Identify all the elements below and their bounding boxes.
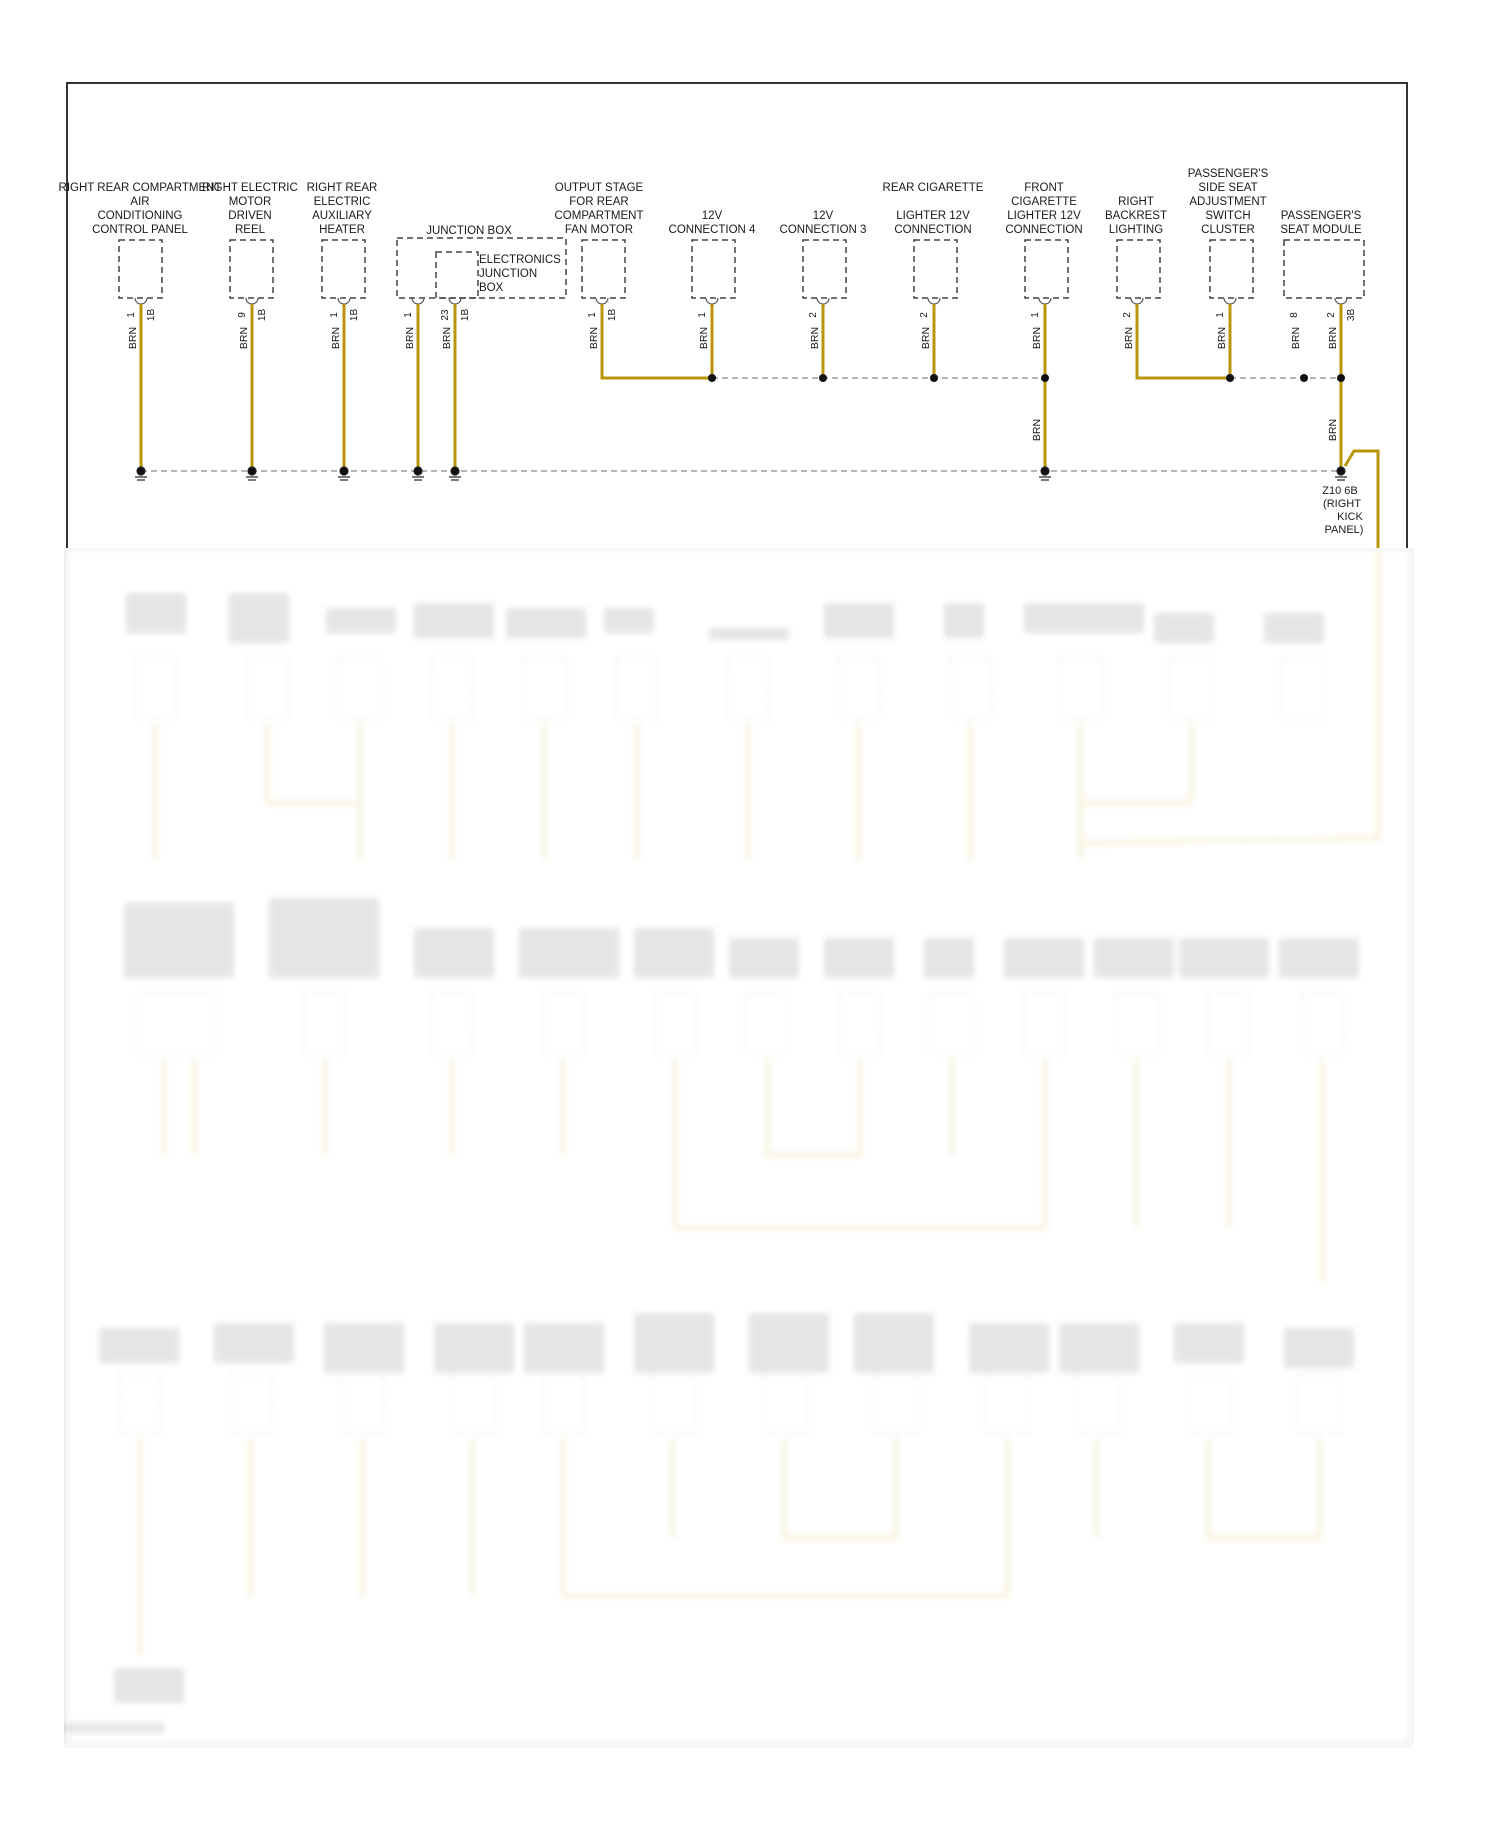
c12-pin-3: 3B — [1346, 308, 1357, 322]
c5-label-line-2: FOR REAR — [569, 196, 629, 208]
c4-label-line-1: JUNCTION BOX — [426, 225, 512, 237]
c3-label-line-3: AUXILIARY — [312, 210, 372, 222]
brn-c1: BRN — [127, 326, 139, 350]
c8-pin-1: 2 — [919, 312, 930, 318]
c2-label-line-2: MOTOR — [228, 196, 272, 208]
c9-label-line-3: LIGHTER 12V — [1007, 210, 1081, 222]
c2-pin-1: 9 — [237, 312, 248, 318]
c5-label-line-3: COMPARTMENT — [554, 210, 644, 222]
c4b-label-line-3: BOX — [479, 282, 504, 294]
component-box-c1 — [119, 240, 162, 298]
c10-pin-1: 2 — [1122, 312, 1133, 318]
c12-label-line-2: SEAT MODULE — [1280, 224, 1362, 236]
component-box-c8 — [914, 240, 957, 298]
c8-label-line-4: CONNECTION — [894, 224, 972, 236]
ground-label-line-3: KICK — [1337, 511, 1363, 523]
brn-c9: BRN — [1031, 326, 1043, 350]
c9-label-line-2: CIGARETTE — [1011, 196, 1077, 208]
c7-pin-1: 2 — [808, 312, 819, 318]
brn-c7: BRN — [809, 326, 821, 350]
c10-label-line-2: BACKREST — [1105, 210, 1167, 222]
c11-label-line-4: SWITCH — [1205, 210, 1251, 222]
brn-c10: BRN — [1123, 326, 1135, 350]
brn-c9-lower: BRN — [1031, 418, 1043, 442]
component-labels — [59, 168, 1362, 294]
c5-label-line-4: FAN MOTOR — [564, 224, 634, 236]
component-box-c9 — [1025, 240, 1068, 298]
diagram-frame — [67, 83, 1407, 548]
component-box-c6 — [692, 240, 735, 298]
c11-label-line-2: SIDE SEAT — [1198, 182, 1258, 194]
splice-lines — [141, 378, 1341, 471]
c1-label-line-2: AIR — [130, 196, 150, 208]
c10-label-line-1: RIGHT — [1118, 196, 1154, 208]
ground-icon — [1335, 467, 1347, 480]
c11-pin-1: 1 — [1215, 312, 1226, 318]
ground-label-line-1: Z10 6B — [1322, 485, 1358, 497]
c4b-pin-1: 23 — [440, 309, 451, 321]
c12-label-line-1: PASSENGER'S — [1280, 210, 1362, 222]
brn-c4: BRN — [404, 326, 416, 350]
c4b-pin-2: 1B — [460, 308, 471, 322]
c3-pin-1: 1 — [329, 312, 340, 318]
c2-label-line-3: DRIVEN — [228, 210, 272, 222]
wires — [141, 304, 1378, 548]
c3-label-line-2: ELECTRIC — [313, 196, 371, 208]
component-box-c2 — [230, 240, 273, 298]
component-box-c10 — [1117, 240, 1160, 298]
c5-label-line-1: OUTPUT STAGE — [554, 182, 644, 194]
c4b-label-line-2: JUNCTION — [479, 268, 538, 280]
ground-label-line-2: (RIGHT — [1323, 498, 1361, 510]
ground-symbols — [135, 467, 1347, 480]
c10-label-line-3: LIGHTING — [1108, 224, 1164, 236]
c7-label-line-2: CONNECTION 3 — [779, 224, 867, 236]
ground-icon — [1039, 467, 1051, 480]
ground-icon — [449, 467, 461, 480]
c6-label-line-1: 12V — [701, 210, 723, 222]
fade-overlay — [66, 548, 1412, 1746]
ground-icon — [135, 467, 147, 480]
c3-pin-2: 1B — [349, 308, 360, 322]
brn-c12-lower: BRN — [1327, 418, 1339, 442]
c2-pin-2: 1B — [257, 308, 268, 322]
brn-c2: BRN — [238, 326, 250, 350]
brn-c11: BRN — [1216, 326, 1228, 350]
pin-numbers — [126, 309, 1357, 322]
c6-pin-1: 1 — [697, 312, 708, 318]
c1-pin-1: 1 — [126, 312, 137, 318]
brn-c5: BRN — [588, 326, 600, 350]
component-boxes — [119, 238, 1364, 298]
ground-point-label — [1322, 485, 1363, 536]
c5-pin-2: 1B — [607, 308, 618, 322]
c9-pin-1: 1 — [1030, 312, 1041, 318]
component-box-c11 — [1210, 240, 1253, 298]
brn-c8: BRN — [920, 326, 932, 350]
c5-pin-1: 1 — [587, 312, 598, 318]
c1-label-line-1: RIGHT REAR COMPARTMENT — [58, 182, 222, 194]
brn-c4b: BRN — [441, 326, 453, 350]
c7-label-line-1: 12V — [812, 210, 834, 222]
ground-label-line-4: PANEL) — [1324, 524, 1364, 536]
c11-label-line-5: CLUSTER — [1201, 224, 1255, 236]
brn-c12b: BRN — [1327, 326, 1339, 350]
c9-label-line-4: CONNECTION — [1005, 224, 1083, 236]
c1-label-line-4: CONTROL PANEL — [92, 224, 188, 236]
c3-label-line-1: RIGHT REAR — [306, 182, 378, 194]
ground-icon — [338, 467, 350, 480]
c4-pin-1: 1 — [403, 312, 414, 318]
c6-label-line-2: CONNECTION 4 — [668, 224, 756, 236]
c11-label-line-3: ADJUSTMENT — [1189, 196, 1267, 208]
c1-label-line-3: CONDITIONING — [97, 210, 183, 222]
wire-c5 — [602, 304, 712, 378]
c8-label-line-1: REAR CIGARETTE — [882, 182, 984, 194]
c4b-label-line-1: ELECTRONICS — [479, 254, 561, 266]
c2-label-line-1: RIGHT ELECTRIC — [202, 182, 298, 194]
c12-pin-2: 2 — [1326, 312, 1337, 318]
c8-label-line-3: LIGHTER 12V — [896, 210, 970, 222]
pin-connectors — [135, 298, 1347, 304]
c3-label-line-4: HEATER — [319, 224, 365, 236]
component-box-c12 — [1284, 240, 1364, 298]
component-box-c3 — [322, 240, 365, 298]
c9-label-line-1: FRONT — [1024, 182, 1064, 194]
c2-label-line-4: REEL — [234, 224, 266, 236]
component-box-c4b — [436, 252, 478, 298]
ground-icon — [412, 467, 424, 480]
c11-label-line-1: PASSENGER'S — [1187, 168, 1269, 180]
component-box-c7 — [803, 240, 846, 298]
wire-color-labels — [127, 327, 1339, 441]
component-box-c5 — [582, 240, 625, 298]
brn-c6: BRN — [698, 326, 710, 350]
brn-c12a: BRN — [1290, 326, 1302, 350]
brn-c3: BRN — [330, 326, 342, 350]
c12-pin-1: 8 — [1289, 312, 1300, 318]
c1-pin-2: 1B — [146, 308, 157, 322]
ground-icon — [246, 467, 258, 480]
